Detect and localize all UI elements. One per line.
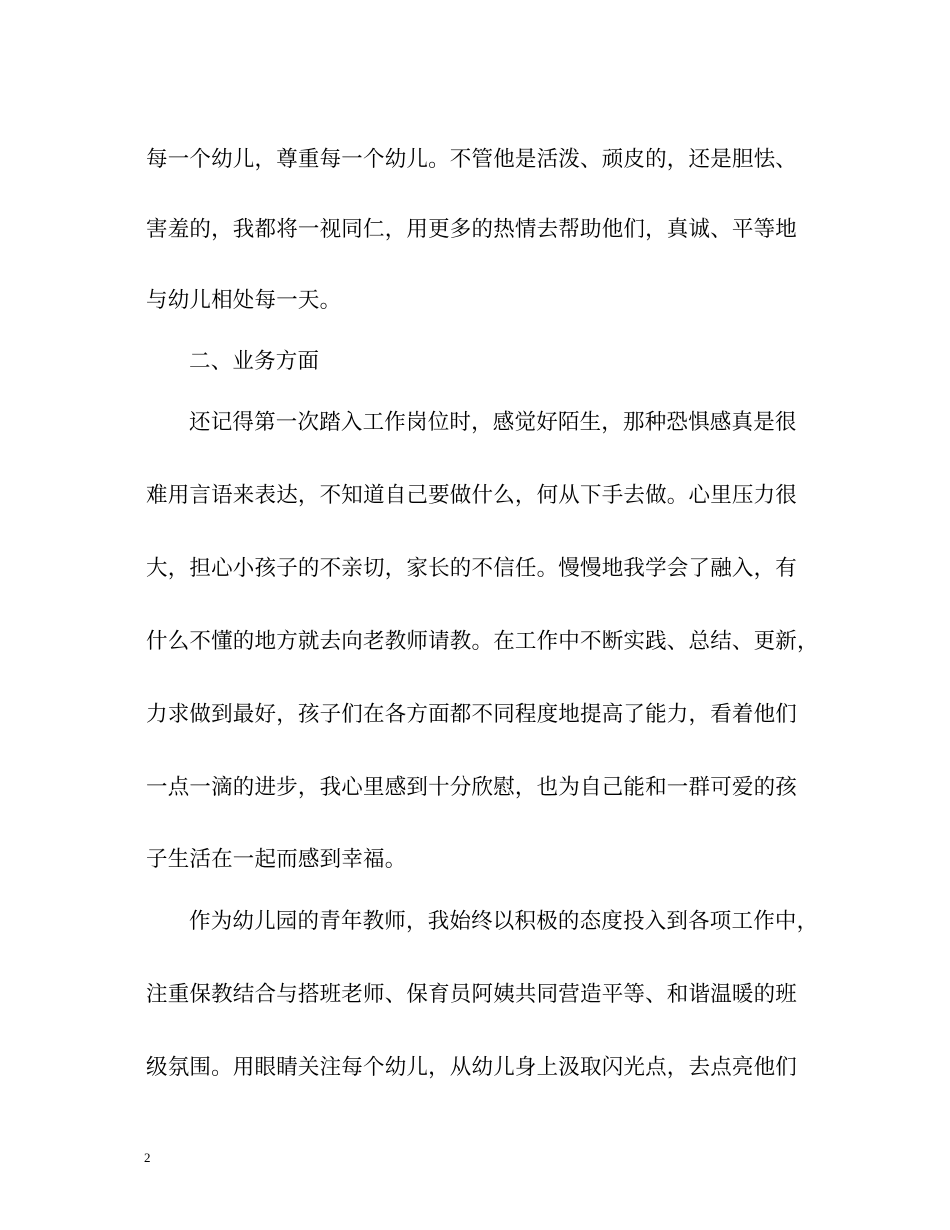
page-number: 2 bbox=[144, 1150, 151, 1165]
text-line: 子生活在一起而感到幸福。 bbox=[146, 847, 407, 872]
text-line: 每一个幼儿，尊重每一个幼儿。不管他是活泼、顽皮的，还是胆怯、 bbox=[146, 147, 798, 172]
section-heading: 二、业务方面 bbox=[189, 349, 320, 374]
text-line: 级氛围。用眼睛关注每个幼儿，从幼儿身上汲取闪光点，去点亮他们 bbox=[146, 1055, 798, 1080]
text-line: 作为幼儿园的青年教师，我始终以积极的态度投入到各项工作中， bbox=[189, 909, 819, 934]
text-line: 还记得第一次踏入工作岗位时，感觉好陌生，那种恐惧感真是很 bbox=[189, 410, 797, 435]
text-line: 大，担心小孩子的不亲切，家长的不信任。慢慢地我学会了融入，有 bbox=[146, 556, 798, 581]
text-line: 难用言语来表达，不知道自己要做什么，何从下手去做。心里压力很 bbox=[146, 483, 798, 508]
text-line: 害羞的，我都将一视同仁，用更多的热情去帮助他们，真诚、平等地 bbox=[146, 217, 798, 242]
text-line: 一点一滴的进步，我心里感到十分欣慰，也为自己能和一群可爱的孩 bbox=[146, 775, 798, 800]
text-line: 与幼儿相处每一天。 bbox=[146, 288, 342, 313]
text-line: 什么不懂的地方就去向老教师请教。在工作中不断实践、总结、更新， bbox=[146, 629, 819, 654]
text-line: 注重保教结合与搭班老师、保育员阿姨共同营造平等、和谐温暖的班 bbox=[146, 982, 798, 1007]
text-line: 力求做到最好，孩子们在各方面都不同程度地提高了能力，看着他们 bbox=[146, 702, 798, 727]
